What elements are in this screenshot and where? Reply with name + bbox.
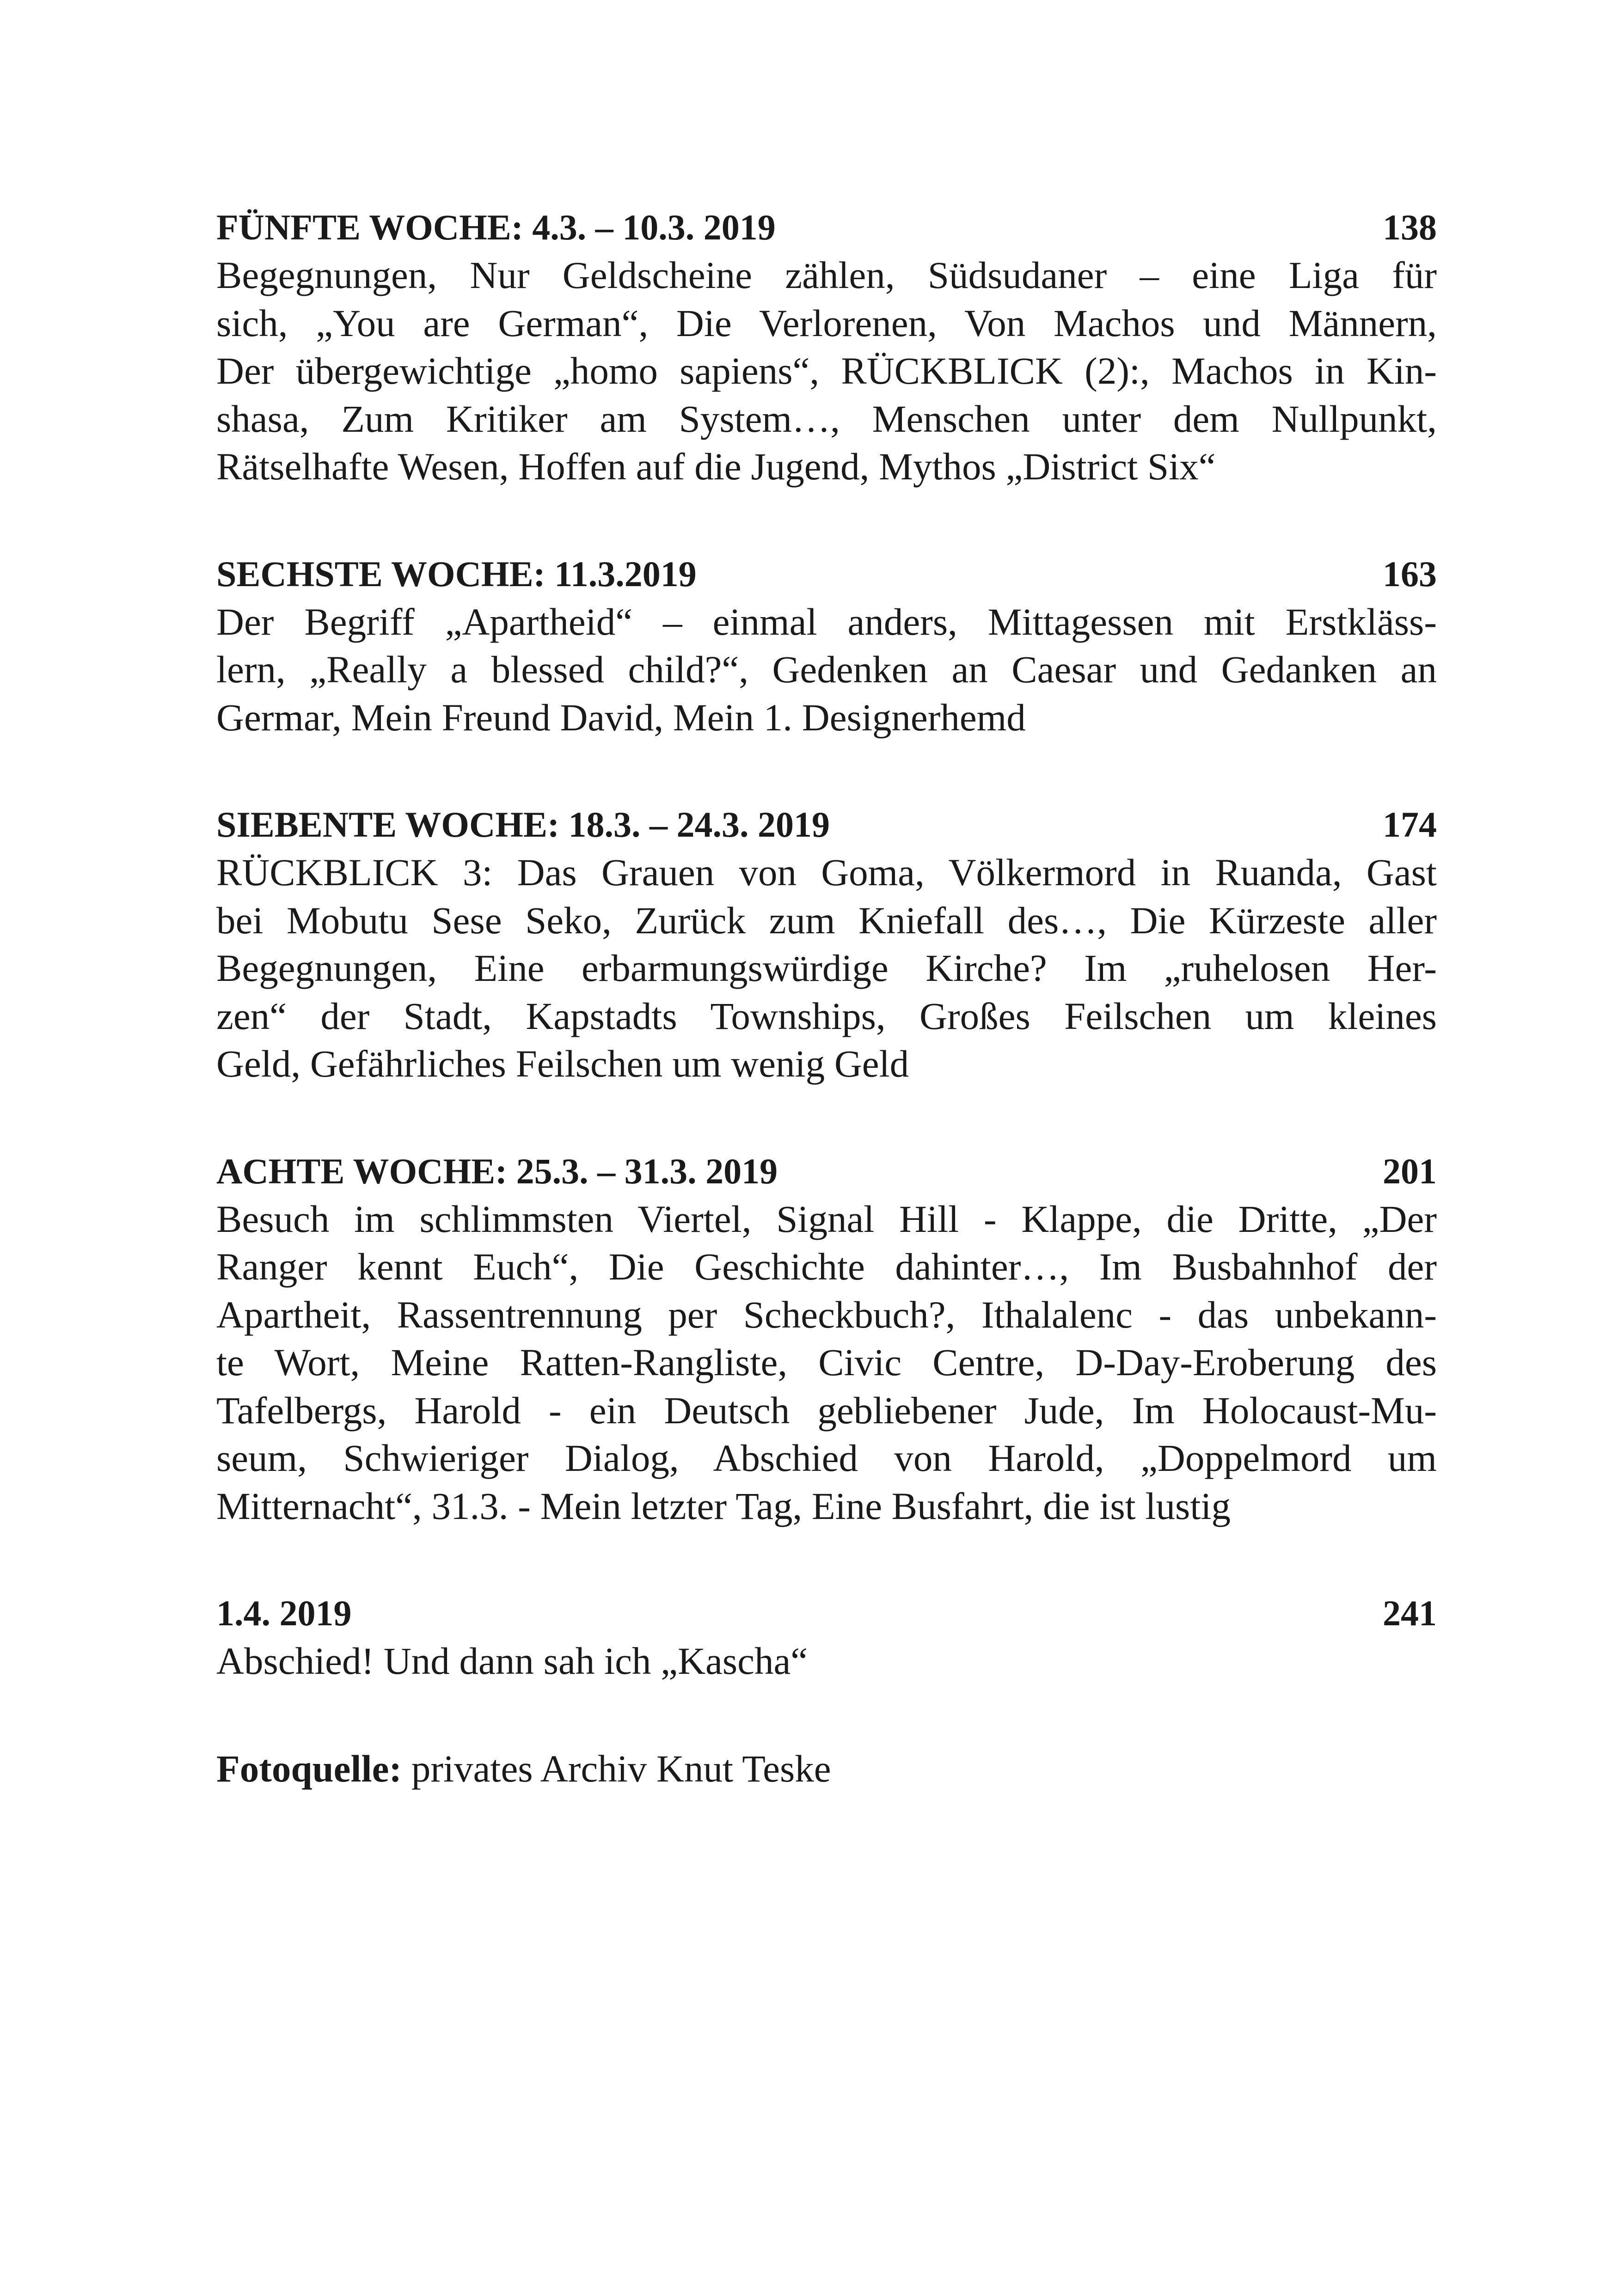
toc-section-week-7 [216, 801, 1437, 1088]
toc-entry-line: shasa, Zum Kritiker am System…, Menschen unter dem Nullpunkt, [216, 397, 1437, 440]
toc-heading [216, 801, 1437, 849]
toc-entry-line: te Wort, Meine Ratten-Rangliste, Civic Centre, D-Day-Eroberung des [216, 1341, 1437, 1384]
photo-source-label: Fotoquelle: [216, 1747, 402, 1790]
toc-entry-line: Der Begriff „Apartheid“ – einmal anders, Mittagessen mit Erstkläss- [216, 600, 1437, 643]
toc-page-number: 174 [1383, 804, 1437, 845]
toc-entries [216, 598, 1437, 742]
toc-entry-line: Geld, Gefährliches Feilschen um wenig Geld [216, 1042, 909, 1085]
toc-entries [216, 849, 1437, 1088]
photo-source-credit [216, 1745, 1437, 1793]
toc-entry-line: Rätselhafte Wesen, Hoffen auf die Jugend, Mythos „District Six“ [216, 445, 1216, 488]
toc-entry-line: sich, „You are German“, Die Verlorenen, Von Machos und Männern, [216, 301, 1437, 344]
table-of-contents [216, 203, 1437, 1793]
toc-section-week-8 [216, 1147, 1437, 1531]
toc-heading [216, 203, 1437, 251]
toc-entry-line: Begegnungen, Eine erbarmungswürdige Kirche? Im „ruhelosen Her- [216, 947, 1437, 989]
toc-heading [216, 1589, 1437, 1637]
toc-page-number: 241 [1383, 1593, 1437, 1633]
toc-page-number: 163 [1383, 553, 1437, 594]
toc-entry-line: Germar, Mein Freund David, Mein 1. Designerhemd [216, 696, 1026, 739]
toc-heading-title: SECHSTE WOCHE: 11.3.2019 [216, 553, 697, 594]
toc-entry-line: Ranger kennt Euch“, Die Geschichte dahinter…, Im Busbahnhof der [216, 1245, 1437, 1288]
toc-entry-line: Apartheit, Rassentrennung per Scheckbuch?, Ithalalenc - das unbekann- [216, 1293, 1437, 1336]
toc-entry-line: Begegnungen, Nur Geldscheine zählen, Südsudaner – eine Liga für [216, 254, 1437, 296]
toc-entry-line: Tafelbergs, Harold - ein Deutsch gebliebener Jude, Im Holocaust-Mu- [216, 1389, 1437, 1432]
toc-entry-line: RÜCKBLICK 3: Das Grauen von Goma, Völkermord in Ruanda, Gast [216, 851, 1437, 894]
toc-entries [216, 1637, 1437, 1685]
toc-section-april-1 [216, 1589, 1437, 1685]
toc-entry-line: seum, Schwieriger Dialog, Abschied von Harold, „Doppelmord um [216, 1437, 1437, 1479]
toc-entries [216, 1195, 1437, 1531]
toc-entry-line: bei Mobutu Sese Seko, Zurück zum Kniefall des…, Die Kürzeste aller [216, 899, 1437, 942]
toc-entry-line: Der übergewichtige „homo sapiens“, RÜCKBLICK (2):, Machos in Kin- [216, 349, 1437, 392]
toc-entries [216, 251, 1437, 491]
toc-entry-line: Besuch im schlimmsten Viertel, Signal Hill - Klappe, die Dritte, „Der [216, 1197, 1437, 1240]
toc-heading-title: FÜNFTE WOCHE: 4.3. – 10.3. 2019 [216, 207, 776, 247]
toc-page-number: 201 [1383, 1151, 1437, 1191]
toc-entry-line: lern, „Really a blessed child?“, Gedenken an Caesar und Gedanken an [216, 648, 1437, 691]
toc-section-week-6 [216, 550, 1437, 742]
toc-heading [216, 550, 1437, 598]
toc-heading-title: ACHTE WOCHE: 25.3. – 31.3. 2019 [216, 1151, 778, 1191]
toc-heading-title: 1.4. 2019 [216, 1593, 352, 1633]
toc-heading [216, 1147, 1437, 1195]
toc-page-number: 138 [1383, 207, 1437, 247]
photo-source-text: privates Archiv Knut Teske [402, 1747, 831, 1790]
toc-entry-line: Abschied! Und dann sah ich „Kascha“ [216, 1640, 808, 1682]
toc-entry-line: Mitternacht“, 31.3. - Mein letzter Tag, Eine Busfahrt, die ist lustig [216, 1484, 1231, 1527]
toc-entry-line: zen“ der Stadt, Kapstadts Townships, Großes Feilschen um kleines [216, 994, 1437, 1037]
toc-heading-title: SIEBENTE WOCHE: 18.3. – 24.3. 2019 [216, 804, 830, 845]
toc-section-week-5 [216, 203, 1437, 491]
